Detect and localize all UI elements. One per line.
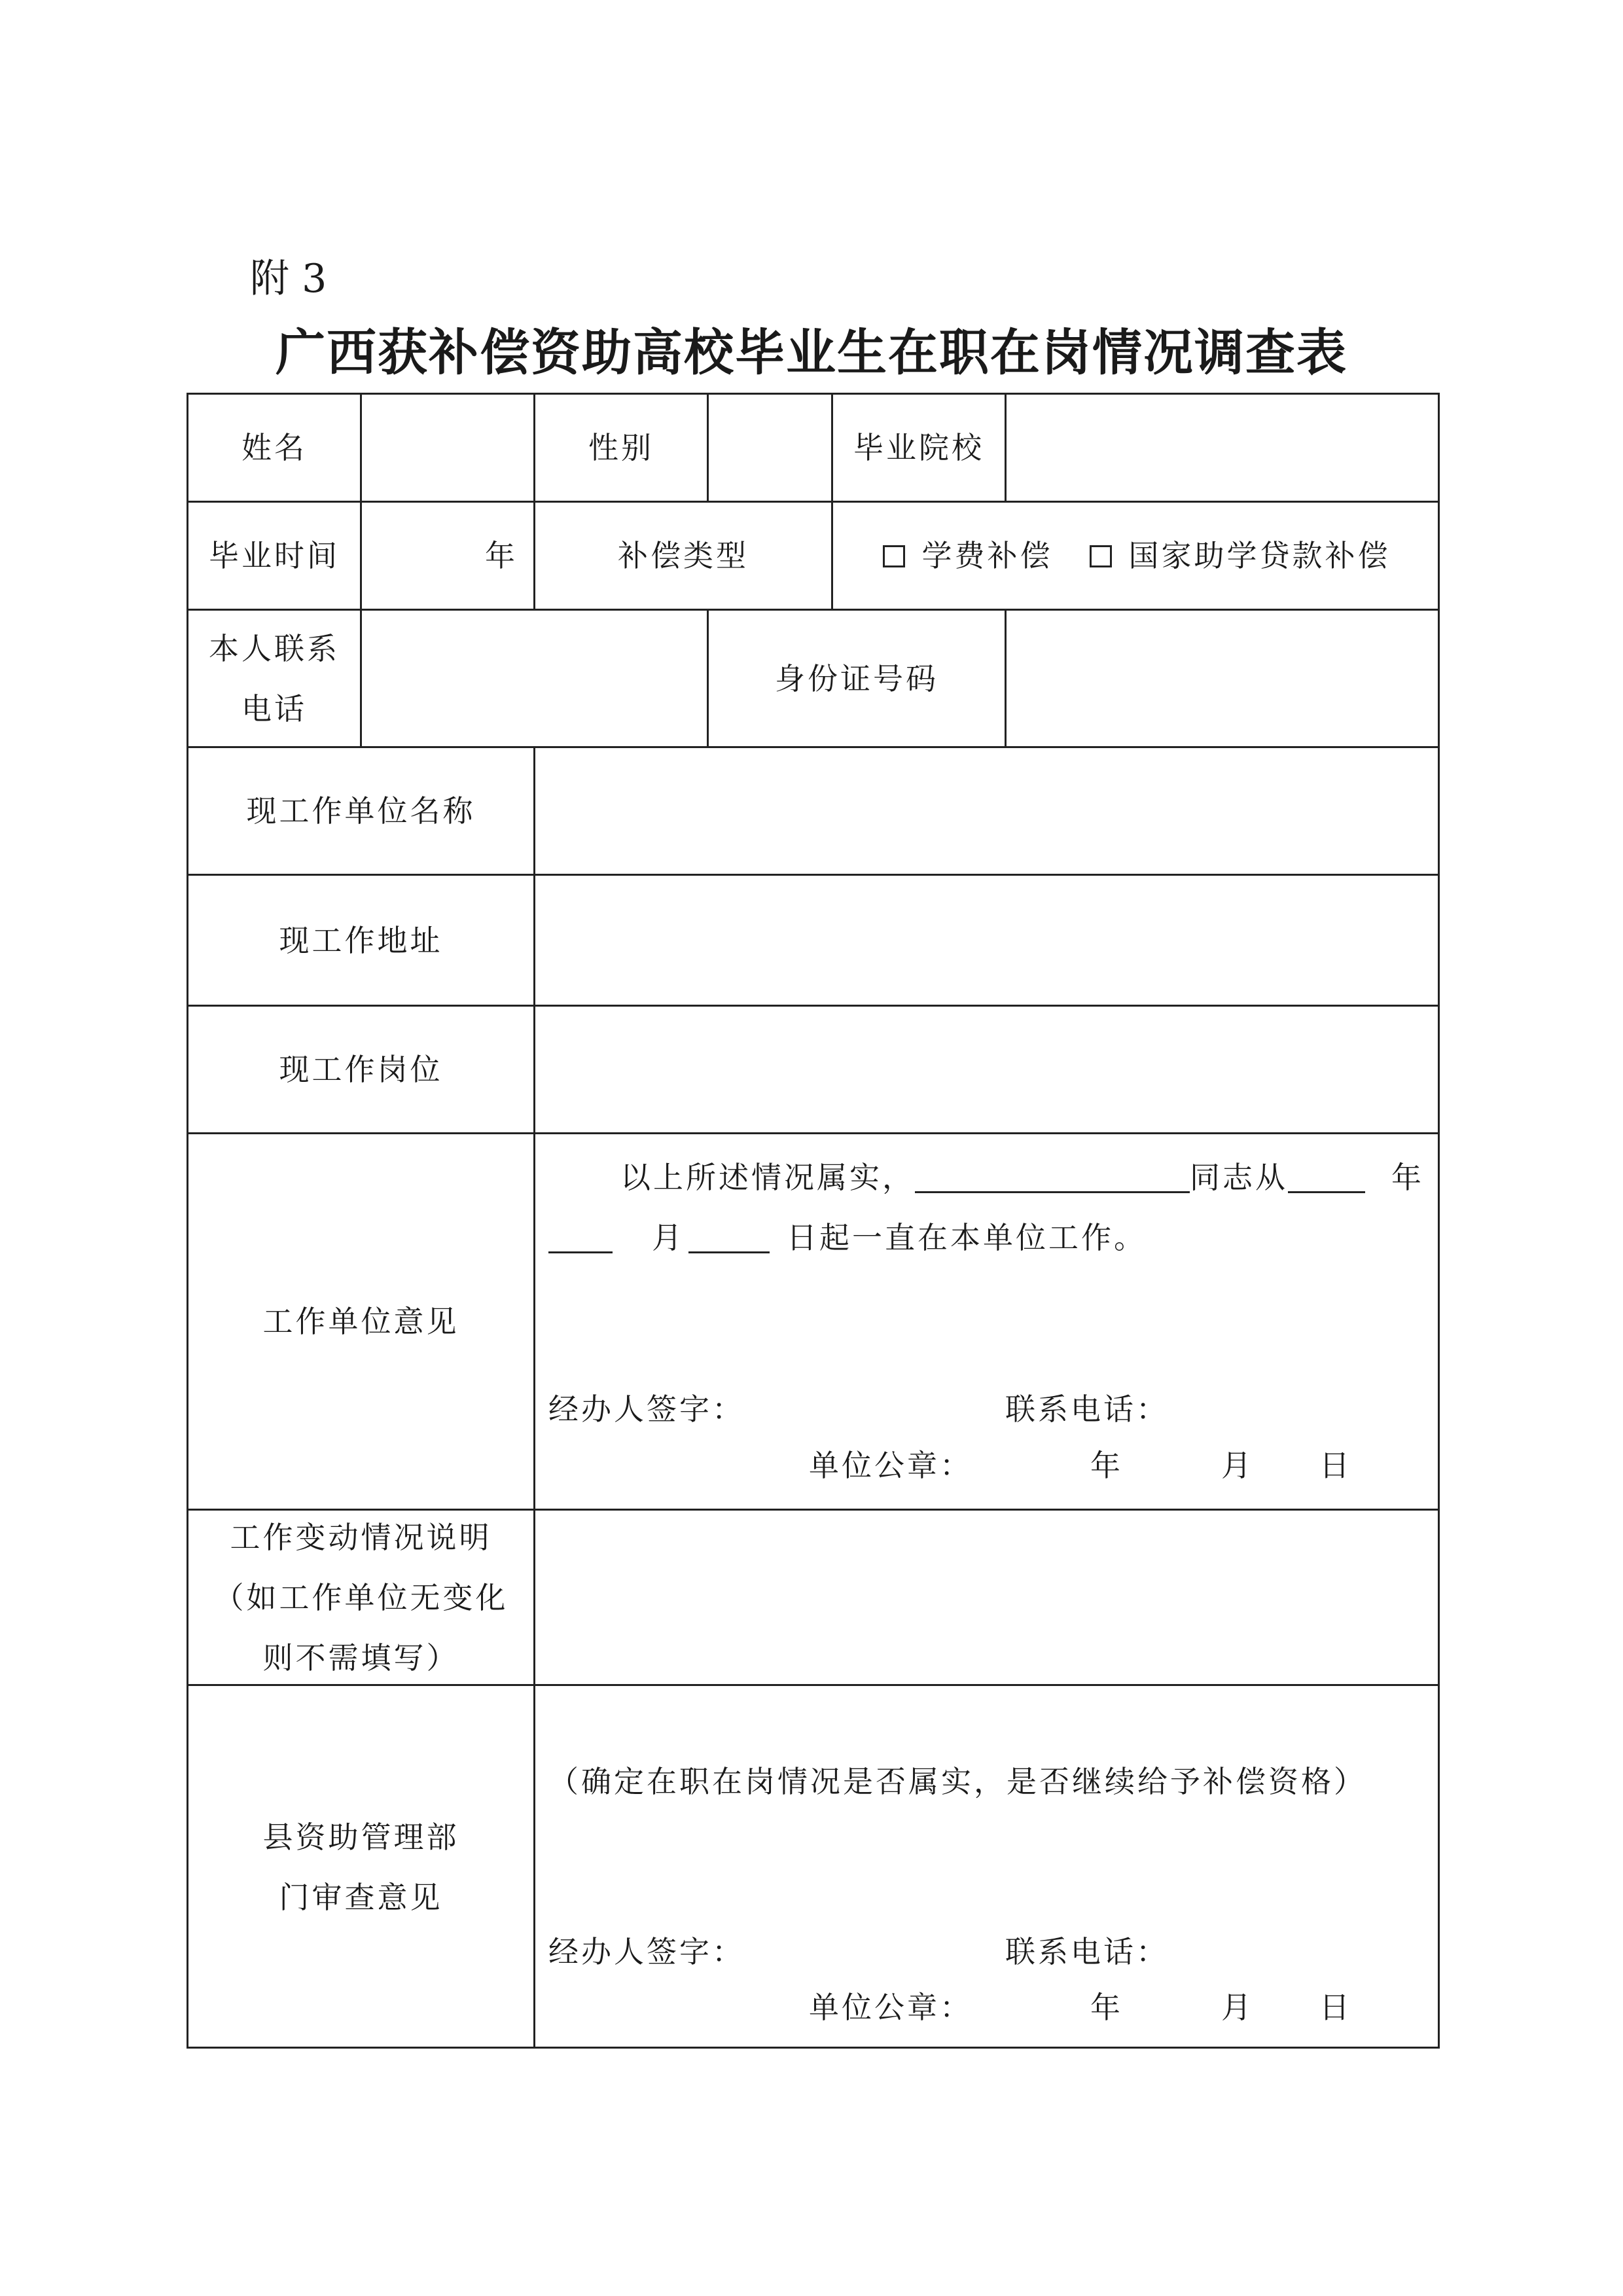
county-contact-label: 联系电话： — [1005, 1934, 1169, 1969]
seal-month: 月 — [1221, 1448, 1254, 1483]
year-unit: 年 — [485, 538, 518, 573]
statement-text: 以上所述情况属实， — [620, 1160, 915, 1195]
county-seal-month: 月 — [1221, 1990, 1254, 2025]
handler-signature-label: 经办人签字： — [548, 1391, 745, 1427]
employer-opinion-area[interactable] — [535, 1134, 1440, 1511]
name-blank[interactable] — [915, 1161, 1190, 1193]
county-seal-year: 年 — [1090, 1990, 1123, 2025]
unit-seal-label: 单位公章： — [809, 1448, 972, 1483]
month-text: 月 — [652, 1220, 685, 1255]
year-blank[interactable] — [1288, 1161, 1365, 1193]
school-label: 毕业院校 — [833, 395, 1007, 503]
work-post-label: 现工作岗位 — [188, 1007, 535, 1134]
gender-label: 性别 — [535, 395, 709, 503]
county-review-area[interactable] — [535, 1686, 1440, 2049]
job-change-label: 工作变动情况说明（如工作单位无变化则不需填写） — [188, 1511, 535, 1686]
statement-text-2: 同志从 — [1190, 1160, 1288, 1195]
month-blank[interactable] — [548, 1221, 613, 1253]
checkbox-icon[interactable] — [883, 545, 905, 567]
county-seal-day: 日 — [1319, 1990, 1352, 2025]
id-number-label: 身份证号码 — [709, 611, 1007, 748]
statement-text-3: 日起一直在本单位工作。 — [787, 1220, 1147, 1255]
name-label: 姓名 — [188, 395, 362, 503]
compensation-type-label: 补偿类型 — [535, 503, 833, 611]
graduation-time-label: 毕业时间 — [188, 503, 362, 611]
compensation-type-options — [833, 503, 1440, 611]
survey-form-table — [187, 393, 1440, 2049]
county-review-note: （确定在职在岗情况是否属实，是否继续给予补偿资格） — [548, 1764, 1366, 1799]
county-seal-label: 单位公章： — [809, 1990, 972, 2025]
checkbox-icon[interactable] — [1090, 545, 1112, 567]
option-loan[interactable]: 国家助学贷款补偿 — [1090, 526, 1391, 586]
gender-field[interactable] — [709, 395, 833, 503]
day-blank[interactable] — [688, 1221, 770, 1253]
phone-field[interactable] — [362, 611, 709, 748]
seal-year: 年 — [1090, 1448, 1123, 1483]
year-text: 年 — [1391, 1160, 1424, 1195]
work-address-label: 现工作地址 — [188, 876, 535, 1007]
contact-phone-label: 联系电话： — [1005, 1391, 1169, 1427]
attachment-number: 附 3 — [250, 256, 327, 302]
county-review-label: 县资助管理部门审查意见 — [188, 1686, 535, 2049]
form-title: 广西获补偿资助高校毕业生在职在岗情况调查表 — [276, 323, 1347, 382]
employer-name-label: 现工作单位名称 — [188, 748, 535, 876]
employer-name-field[interactable] — [535, 748, 1440, 876]
phone-label: 本人联系电话 — [188, 611, 362, 748]
option-tuition[interactable]: 学费补偿 — [883, 526, 1053, 586]
seal-day: 日 — [1319, 1448, 1352, 1483]
name-field[interactable] — [362, 395, 535, 503]
county-handler-label: 经办人签字： — [548, 1934, 745, 1969]
school-field[interactable] — [1007, 395, 1440, 503]
graduation-year-field[interactable] — [362, 503, 535, 611]
employer-opinion-label: 工作单位意见 — [188, 1134, 535, 1511]
id-number-field[interactable] — [1007, 611, 1440, 748]
job-change-field[interactable] — [535, 1511, 1440, 1686]
work-post-field[interactable] — [535, 1007, 1440, 1134]
work-address-field[interactable] — [535, 876, 1440, 1007]
